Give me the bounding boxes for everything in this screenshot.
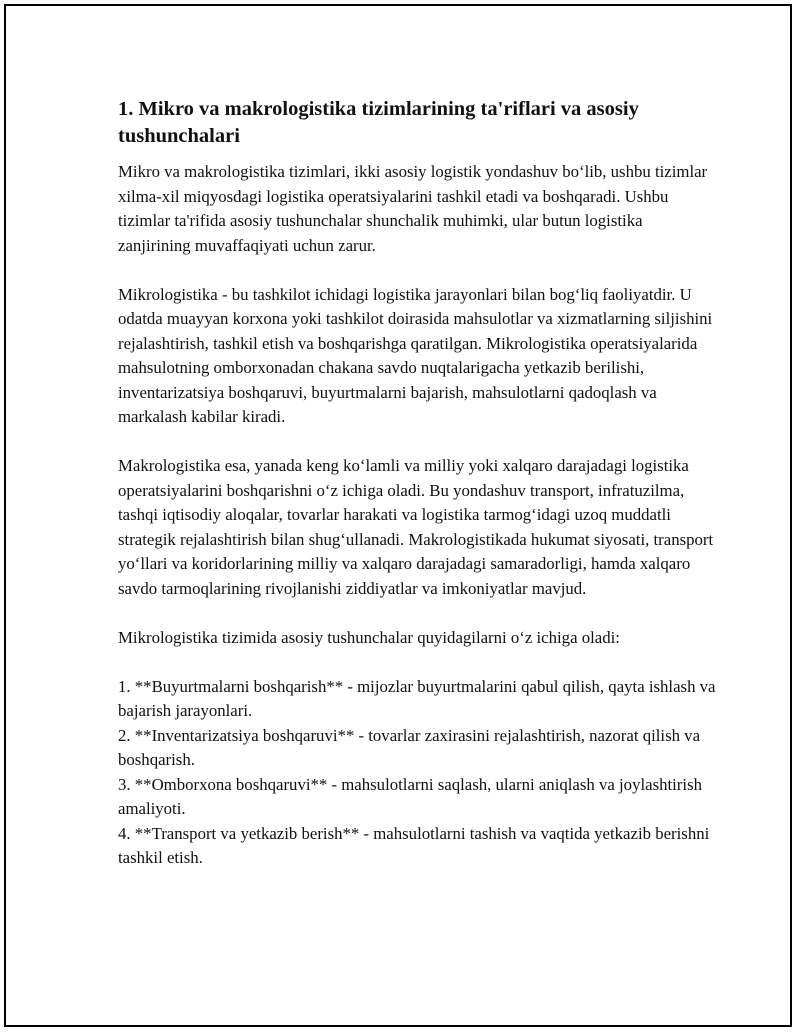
paragraph-list-intro: Mikrologistika tizimida asosiy tushunchalar quyidagilarni o‘z ichiga oladi: xyxy=(118,627,620,647)
paragraph-mikrologistika: Mikrologistika - bu tashkilot ichidagi logistika jarayonlari bilan bog‘liq faoliyatdir. U odatda muayyan korxona yoki tashkilot doirasida mahsulotlar va xizmatlarning siljishini rejalashtirish, tashkil etish va boshqarishga qaratilgan. Mikrologistika operatsiyalarida mahsulotning omborxonadan chakana savdo nuqtalarigacha yetkazib berilishi, inventarizatsiya boshqaruvi, buyurtmalarni bajarish, mahsulotlarni qadoqlash va markalash kabilar kiradi. xyxy=(118,284,713,426)
paragraph-gap xyxy=(118,258,718,283)
list-item: 4. **Transport va yetkazib berish** - mahsulotlarni tashish va vaqtida yetkazib berishni tashkil etish. xyxy=(118,823,710,867)
list-item: 1. **Buyurtmalarni boshqarish** - mijozlar buyurtmalarini qabul qilish, qayta ishlash va bajarish jarayonlari. xyxy=(118,676,716,720)
document-body xyxy=(118,96,718,871)
paragraph-makrologistika: Makrologistika esa, yanada keng ko‘lamli va milliy yoki xalqaro darajadagi logistika operatsiyalarini boshqarishni o‘z ichiga oladi. Bu yondashuv transport, infratuzilma, tashqi iqtisodiy aloqalar, tovarlar harakati va logistika tarmog‘idagi uzoq muddatli strategik rejalashtirish bilan shug‘ullanadi. Makrologistikada hukumat siyosati, transport yo‘llari va koridorlarining milliy va xalqaro darajadagi samaradorligi, hamda xalqaro savdo tarmoqlarining rivojlanishi ziddiyatlar va imkoniyatlar mavjud. xyxy=(118,456,714,598)
paragraph-gap xyxy=(118,650,718,675)
paragraph-gap xyxy=(118,430,718,455)
paragraph-gap xyxy=(118,601,718,626)
list-item: 3. **Omborxona boshqaruvi** - mahsulotlarni saqlash, ularni aniqlash va joylashtirish amaliyoti. xyxy=(118,774,702,818)
paragraph-intro: Mikro va makrologistika tizimlari, ikki asosiy logistik yondashuv bo‘lib, ushbu tizimlar xilma-xil miqyosdagi logistika operatsiyalarini tashkil etadi va boshqaradi. Ushbu tizimlar ta'rifida asosiy tushunchalar shunchalik muhimki, ular butun logistika zanjirining muvaffaqiyati uchun zarur. xyxy=(118,162,708,255)
section-heading: 1. Mikro va makrologistika tizimlarining ta'riflari va asosiy tushunchalari xyxy=(118,98,639,147)
list-item: 2. **Inventarizatsiya boshqaruvi** - tovarlar zaxirasini rejalashtirish, nazorat qilish va boshqarish. xyxy=(118,725,701,769)
